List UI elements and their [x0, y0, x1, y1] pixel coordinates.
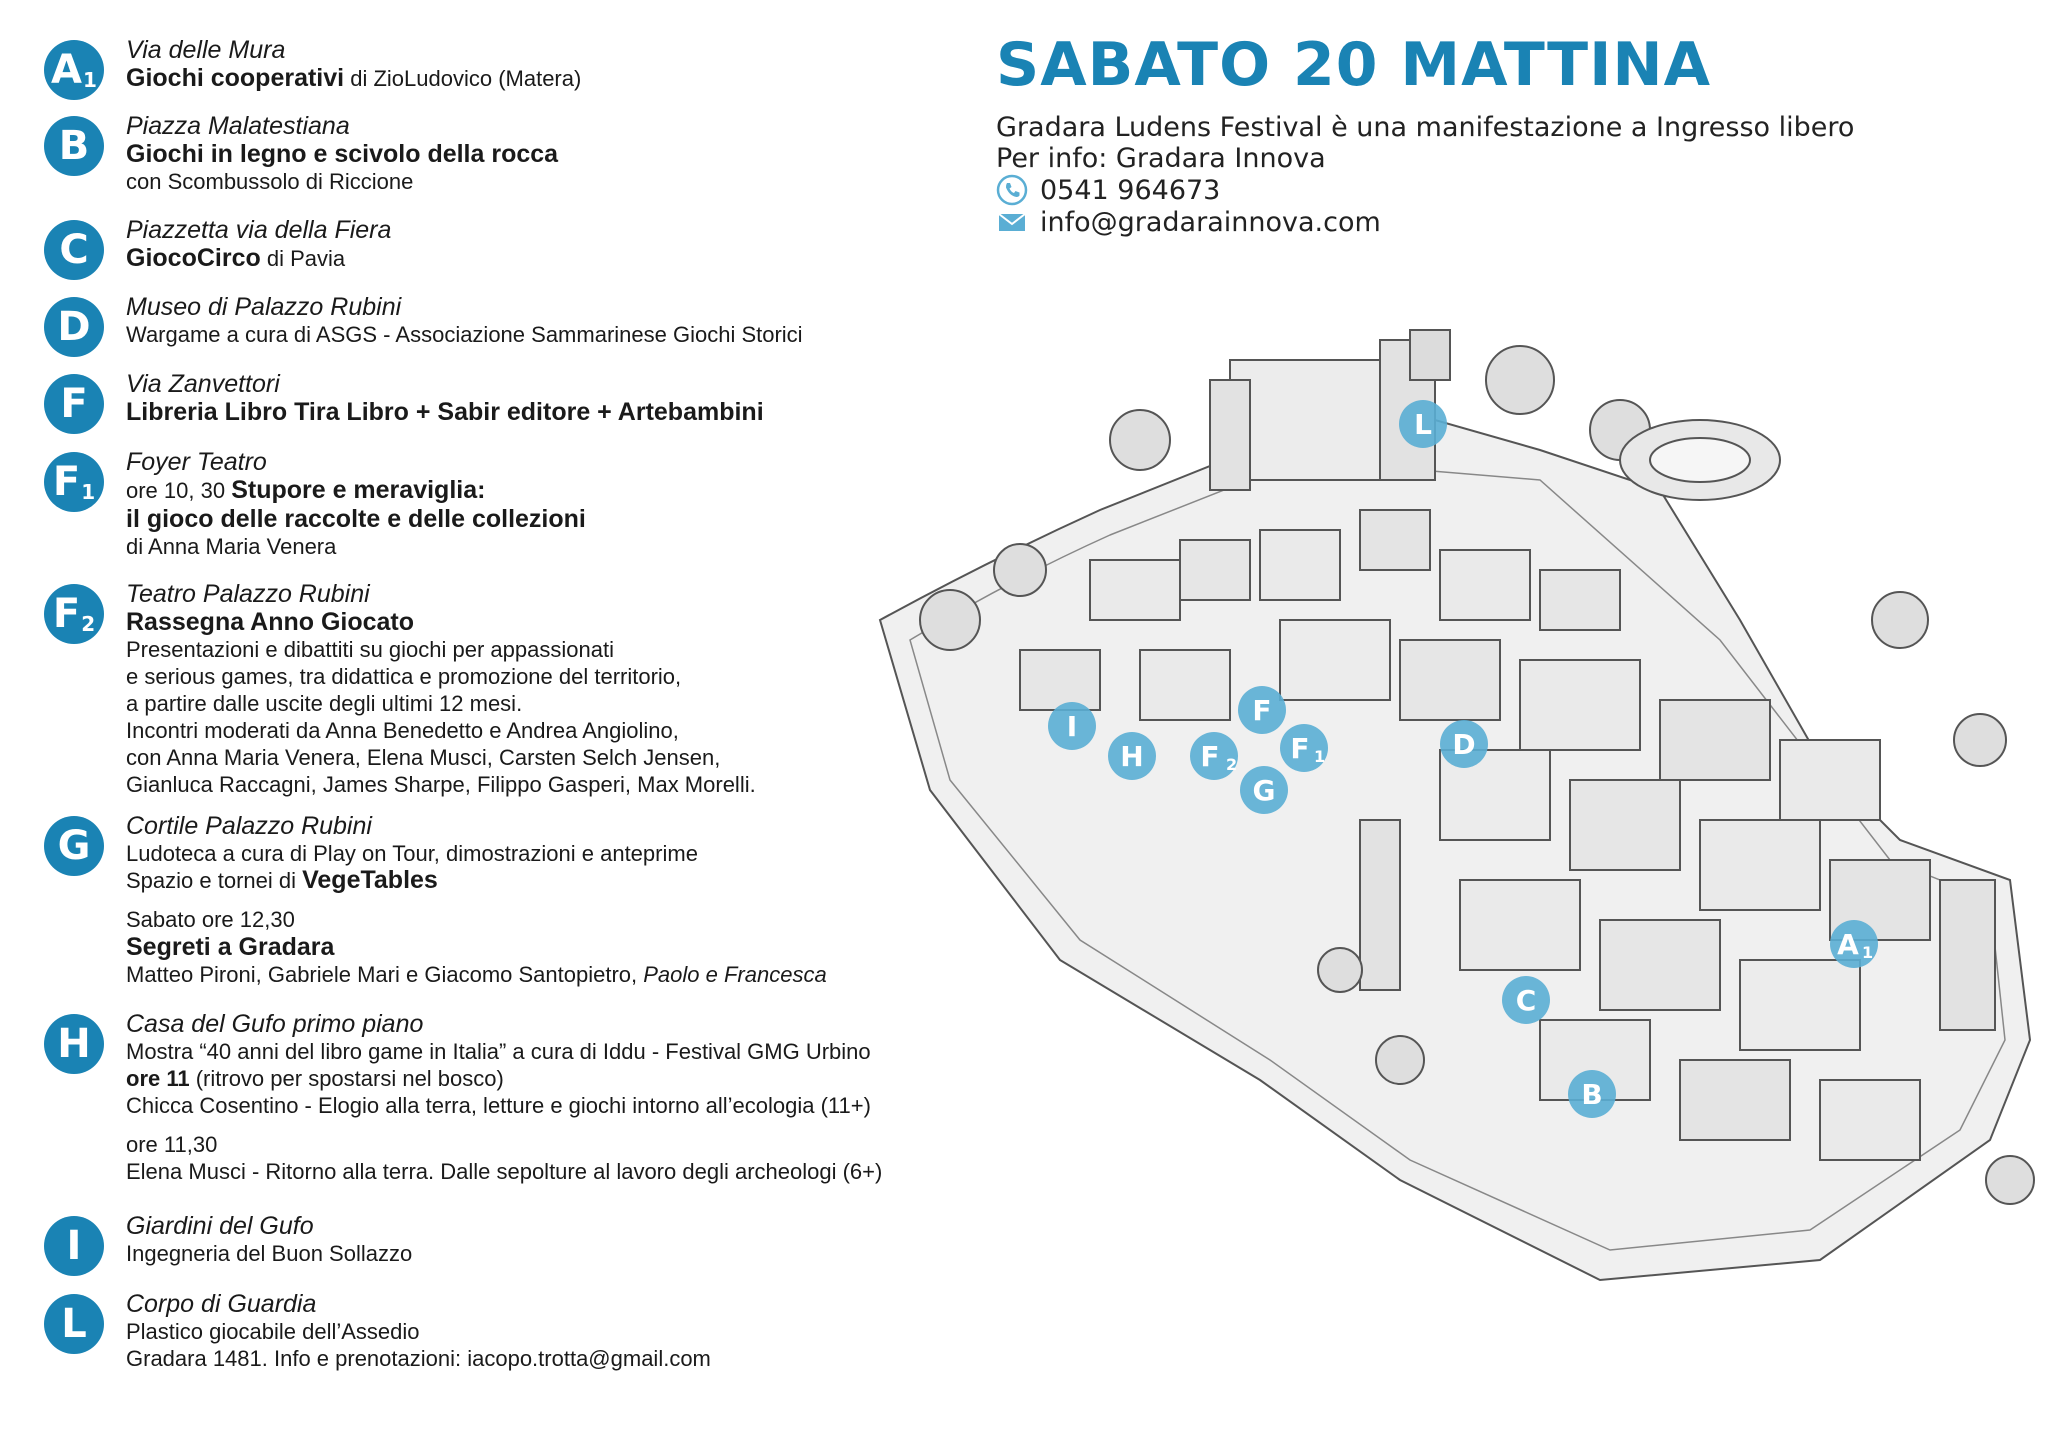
event-detail: (ritrovo per spostarsi nel bosco)	[189, 1066, 504, 1091]
event-detail: Wargame a cura di ASGS - Associazione Sammarinese Giochi Storici	[126, 322, 803, 347]
place-name: Casa del Gufo primo piano	[126, 1010, 424, 1038]
phone-icon	[996, 174, 1028, 206]
event-time: Sabato ore 12,30	[126, 907, 295, 932]
event-detail: con Anna Maria Venera, Elena Musci, Carsten Selch Jensen,	[126, 745, 721, 770]
place-name: Via delle Mura	[126, 36, 286, 64]
town-map	[840, 320, 2048, 1320]
map-pin-l[interactable]	[1399, 400, 1447, 448]
castle-illustration	[880, 330, 2034, 1280]
event-detail: Presentazioni e dibattiti su giochi per appassionati	[126, 637, 614, 662]
event-detail: Gradara 1481. Info e prenotazioni: iacopo.trotta@gmail.com	[126, 1346, 711, 1371]
event-detail: a partire dalle uscite degli ultimi 12 mesi.	[126, 691, 523, 716]
event-organizer: di ZioLudovico (Matera)	[344, 66, 582, 91]
location-badge: B	[44, 116, 104, 176]
event-detail: Incontri moderati da Anna Benedetto e Andrea Angiolino,	[126, 718, 679, 743]
event-detail: Elena Musci - Ritorno alla terra. Dalle sepolture al lavoro degli archeologi (6+)	[126, 1159, 883, 1184]
svg-text:A: A	[1837, 928, 1859, 961]
svg-text:F: F	[1200, 740, 1220, 773]
svg-text:1: 1	[1862, 943, 1874, 962]
map-pin-f2[interactable]	[1190, 732, 1238, 780]
page-title: SABATO 20 MATTINA	[996, 30, 1712, 100]
place-name: Piazza Malatestiana	[126, 112, 350, 140]
event-detail: Gianluca Raccagni, James Sharpe, Filippo Gasperi, Max Morelli.	[126, 772, 756, 797]
place-name: Teatro Palazzo Rubini	[126, 580, 370, 608]
event-title: Giochi in legno e scivolo della rocca	[126, 140, 559, 168]
map-pin-d[interactable]	[1440, 720, 1488, 768]
svg-text:F: F	[1290, 732, 1310, 765]
event-highlight: VegeTables	[302, 866, 438, 894]
location-badge: F $_2$	[44, 584, 104, 644]
event-title: Giochi cooperativi	[126, 64, 345, 92]
event-title: Libreria Libro Tira Libro + Sabir editore + Artebambini	[126, 398, 764, 426]
map-pin-i[interactable]	[1048, 702, 1096, 750]
event-title: GiocoCirco	[126, 244, 261, 272]
svg-text:L: L	[1414, 408, 1432, 441]
event-detail: Chicca Cosentino - Elogio alla terra, letture e giochi intorno all’ecologia (11+)	[126, 1093, 871, 1118]
email-contact	[996, 206, 1854, 238]
map-pin-g[interactable]	[1240, 766, 1288, 814]
svg-text:1: 1	[1314, 747, 1326, 766]
event-detail: di Anna Maria Venera	[126, 534, 337, 559]
map-pin-c[interactable]	[1502, 976, 1550, 1024]
header-block	[996, 30, 1854, 238]
location-badge: L	[44, 1294, 104, 1354]
event-detail: Mostra “40 anni del libro game in Italia” a cura di Iddu - Festival GMG Urbino	[126, 1039, 871, 1064]
location-badge: I	[44, 1216, 104, 1276]
location-badge: H	[44, 1014, 104, 1074]
svg-text:D: D	[1452, 728, 1476, 761]
location-badge: D	[44, 297, 104, 357]
place-name: Foyer Teatro	[126, 448, 267, 476]
place-name: Piazzetta via della Fiera	[126, 216, 392, 244]
event-detail: Matteo Pironi, Gabriele Mari e Giacomo Santopietro,	[126, 962, 644, 987]
map-pin-b[interactable]	[1568, 1070, 1616, 1118]
event-title: Segreti a Gradara	[126, 933, 335, 961]
event-detail: e serious games, tra didattica e promozione del territorio,	[126, 664, 682, 689]
map-pin-h[interactable]	[1108, 732, 1156, 780]
event-time: ore 11	[126, 1066, 190, 1091]
event-time: ore 11,30	[126, 1132, 218, 1157]
location-badge: G	[44, 816, 104, 876]
event-detail: Plastico giocabile dell’Assedio	[126, 1319, 420, 1344]
location-badge: F	[44, 374, 104, 434]
event-time: ore 10, 30	[126, 478, 232, 503]
place-name: Giardini del Gufo	[126, 1212, 314, 1240]
event-detail: Spazio e tornei di	[126, 868, 303, 893]
location-badge: F $_1$	[44, 452, 104, 512]
place-name: Via Zanvettori	[126, 370, 280, 398]
svg-text:C: C	[1515, 984, 1537, 1017]
event-title: Stupore e meraviglia:	[231, 476, 486, 504]
svg-text:2: 2	[1226, 755, 1238, 774]
event-subtitle: il gioco delle raccolte e delle collezioni	[126, 505, 586, 533]
location-badge: A $_1$	[44, 40, 104, 100]
phone-contact	[996, 174, 1854, 206]
info-contact-line: Per info: Gradara Innova	[996, 143, 1326, 174]
place-name: Museo di Palazzo Rubini	[126, 293, 402, 321]
svg-text:H: H	[1120, 740, 1144, 773]
location-badge: C	[44, 220, 104, 280]
place-name: Corpo di Guardia	[126, 1290, 317, 1318]
svg-text:I: I	[1066, 710, 1078, 743]
map-pin-f[interactable]	[1238, 686, 1286, 734]
event-organizer: di Pavia	[260, 246, 346, 271]
svg-text:G: G	[1252, 774, 1276, 807]
email-address[interactable]: info@gradarainnova.com	[1040, 206, 1381, 238]
svg-text:F: F	[1252, 694, 1272, 727]
event-detail: Ludoteca a cura di Play on Tour, dimostrazioni e anteprime	[126, 841, 698, 866]
event-title: Rassegna Anno Giocato	[126, 608, 415, 636]
place-name: Cortile Palazzo Rubini	[126, 812, 372, 840]
envelope-icon	[996, 206, 1028, 238]
event-detail: con Scombussolo di Riccione	[126, 169, 414, 194]
festival-info: Gradara Ludens Festival è una manifestazione a Ingresso libero	[996, 112, 1855, 143]
event-detail: Ingegneria del Buon Sollazzo	[126, 1241, 413, 1266]
map-pin-f1[interactable]	[1280, 724, 1328, 772]
phone-number[interactable]: 0541 964673	[1040, 174, 1221, 206]
map-pin-a1[interactable]	[1830, 920, 1878, 968]
svg-text:B: B	[1581, 1078, 1603, 1111]
event-detail-italic: Paolo e Francesca	[643, 962, 827, 987]
